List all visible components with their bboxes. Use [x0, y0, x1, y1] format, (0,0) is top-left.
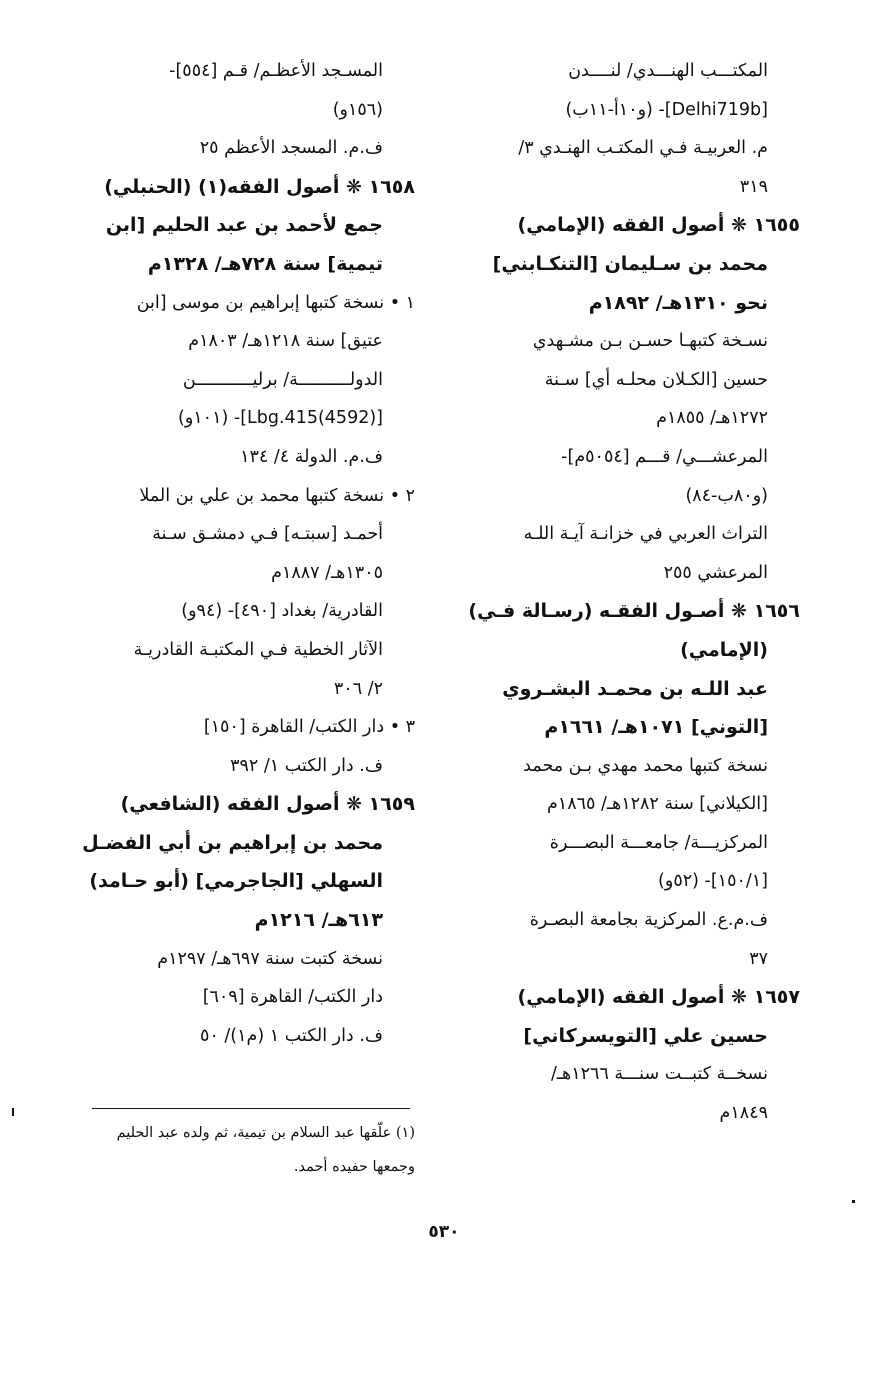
- entry-text-line: ف.م.ع. المركزية بجامعة البصـرة: [529, 910, 768, 931]
- entry-heading-line: السهلي [الجاجرمي] (أبو حـامد): [89, 870, 383, 893]
- entry-text-line: (١٥٦و): [332, 99, 383, 120]
- entry-heading-line: تيمية] سنة ٧٢٨هـ/ ١٣٢٨م: [147, 252, 383, 275]
- entry-text-line: [١٥٠/١]- (٥٢و): [658, 871, 768, 892]
- entry-text-line: المركزيـــة/ جامعـــة البصـــرة: [549, 832, 768, 853]
- entry-text-line: ٣٧: [749, 948, 768, 969]
- entry-text-line: التراث العربي في خزانـة آيـة اللـه: [523, 524, 768, 545]
- entry-text-line: ١ • نسخة كتبها إبراهيم بن موسى [ابن: [136, 292, 415, 313]
- entry-text-line: [Delhi719b]- (و١٠أ-١١ب): [565, 99, 768, 120]
- footnote-line: وجمعها حفيده أحمد.: [293, 1159, 415, 1175]
- entry-heading-line: ١٦٥٩ ❋ أصول الفقه (الشافعي): [120, 793, 415, 816]
- entry-text-line: نسـخة كتبهـا حسـن بـن مشـهدي: [532, 331, 768, 352]
- footnote-line: (١) علّقها عبد السلام بن تيمية، ثم ولده عبد الحليم: [116, 1125, 415, 1141]
- entry-heading-line: عبد اللـه بن محمـد البشـروي: [502, 677, 768, 700]
- entry-heading-line: ١٦٥٧ ❋ أصول الفقه (الإمامي): [517, 986, 800, 1009]
- entry-text-line: حسين [الكـلان محلـه أي] سـنة: [544, 369, 768, 390]
- entry-text-line: ١٨٤٩م: [719, 1103, 768, 1124]
- entry-text-line: ف. دار الكتب ١ (م١)/ ٥٠: [200, 1025, 383, 1046]
- entry-text-line: نسخة كتبها محمد مهدي بـن محمد: [523, 755, 768, 776]
- entry-text-line: ف.م. الدولة ٤/ ١٣٤: [240, 446, 383, 467]
- entry-text-line: ٣ • دار الكتب/ القاهرة [١٥٠]: [203, 717, 415, 738]
- entry-heading-line: جمع لأحمد بن عبد الحليم [ابن: [105, 214, 383, 237]
- entry-text-line: ١٢٧٢هـ/ ١٨٥٥م: [656, 408, 768, 429]
- entry-text-line: [(4592)Lbg.415]- (١٠١و): [178, 408, 383, 429]
- entry-text-line: ٢/ ٣٠٦: [333, 678, 383, 699]
- right-column: [450, 52, 800, 1133]
- entry-heading-line: محمد بن إبراهيم بن أبي الفضـل: [82, 831, 383, 854]
- entry-text-line: نسخة كتبت سنة ٦٩٧هـ/ ١٢٩٧م: [157, 948, 383, 969]
- entry-heading-line: ١٦٥٨ ❋ أصول الفقه(١) (الحنبلي): [104, 175, 415, 198]
- footnote-separator: [92, 1108, 410, 1109]
- entry-text-line: عتيق] سنة ١٢١٨هـ/ ١٨٠٣م: [188, 331, 383, 352]
- footnote: [70, 1116, 415, 1184]
- entry-text-line: [الكيلاني] سنة ١٢٨٢هـ/ ١٨٦٥م: [546, 794, 768, 815]
- entry-text-line: م. العربيـة فـي المكتـب الهنـدي ٣/: [518, 138, 768, 159]
- entry-text-line: دار الكتب/ القاهرة [٦٠٩]: [202, 987, 383, 1008]
- entry-heading-line: [التوني] ١٠٧١هـ/ ١٦٦١م: [544, 716, 768, 739]
- entry-text-line: المرعشـــي/ قـــم [٥٠٥٤م]-: [561, 446, 768, 467]
- left-column: [70, 52, 415, 1055]
- entry-heading-line: (الإمامي): [680, 638, 768, 661]
- entry-text-line: المكتـــب الهنـــدي/ لنــــدن: [568, 61, 768, 81]
- entry-heading-line: ٦١٣هـ/ ١٢١٦م: [254, 909, 383, 932]
- entry-heading-line: حسين علي [التويسركاني]: [523, 1024, 768, 1047]
- entry-text-line: ف.م. المسجد الأعظم ٢٥: [199, 138, 383, 159]
- scan-mark: [852, 1200, 855, 1203]
- entry-text-line: (و٨٠ب-٨٤): [685, 485, 768, 506]
- entry-heading-line: ١٦٥٥ ❋ أصول الفقه (الإمامي): [517, 214, 800, 237]
- entry-heading-line: محمد بن سـليمان [التنكـابني]: [492, 252, 768, 275]
- entry-text-line: ١٣٠٥هـ/ ١٨٨٧م: [271, 562, 383, 583]
- entry-text-line: نسخــة كتبــت سنـــة ١٢٦٦هـ/: [550, 1064, 768, 1085]
- scan-mark: [12, 1108, 14, 1116]
- entry-text-line: ٢ • نسخة كتبها محمد بن علي بن الملا: [139, 485, 415, 506]
- page-number: ٥٣٠: [428, 1222, 460, 1242]
- entry-text-line: ٣١٩: [739, 176, 768, 197]
- entry-text-line: الدولــــــــــة/ برليـــــــــــن: [182, 369, 383, 390]
- entry-text-line: القادرية/ بغداد [٤٩٠]- (٩٤و): [181, 601, 383, 622]
- entry-text-line: ف. دار الكتب ١/ ٣٩٢: [230, 755, 383, 776]
- entry-heading-line: ١٦٥٦ ❋ أصـول الفقـه (رسـالة فـي): [468, 600, 800, 623]
- entry-heading-line: نحو ١٣١٠هـ/ ١٨٩٢م: [588, 291, 768, 314]
- entry-text-line: أحمـد [سبتـه] فـي دمشـق سـنة: [152, 524, 383, 545]
- entry-text-line: المرعشي ٢٥٥: [663, 562, 768, 583]
- entry-text-line: المسـجد الأعظـم/ قـم [٥٥٤]-: [169, 61, 383, 81]
- entry-text-line: الآثار الخطية فـي المكتبـة القادريـة: [133, 639, 383, 660]
